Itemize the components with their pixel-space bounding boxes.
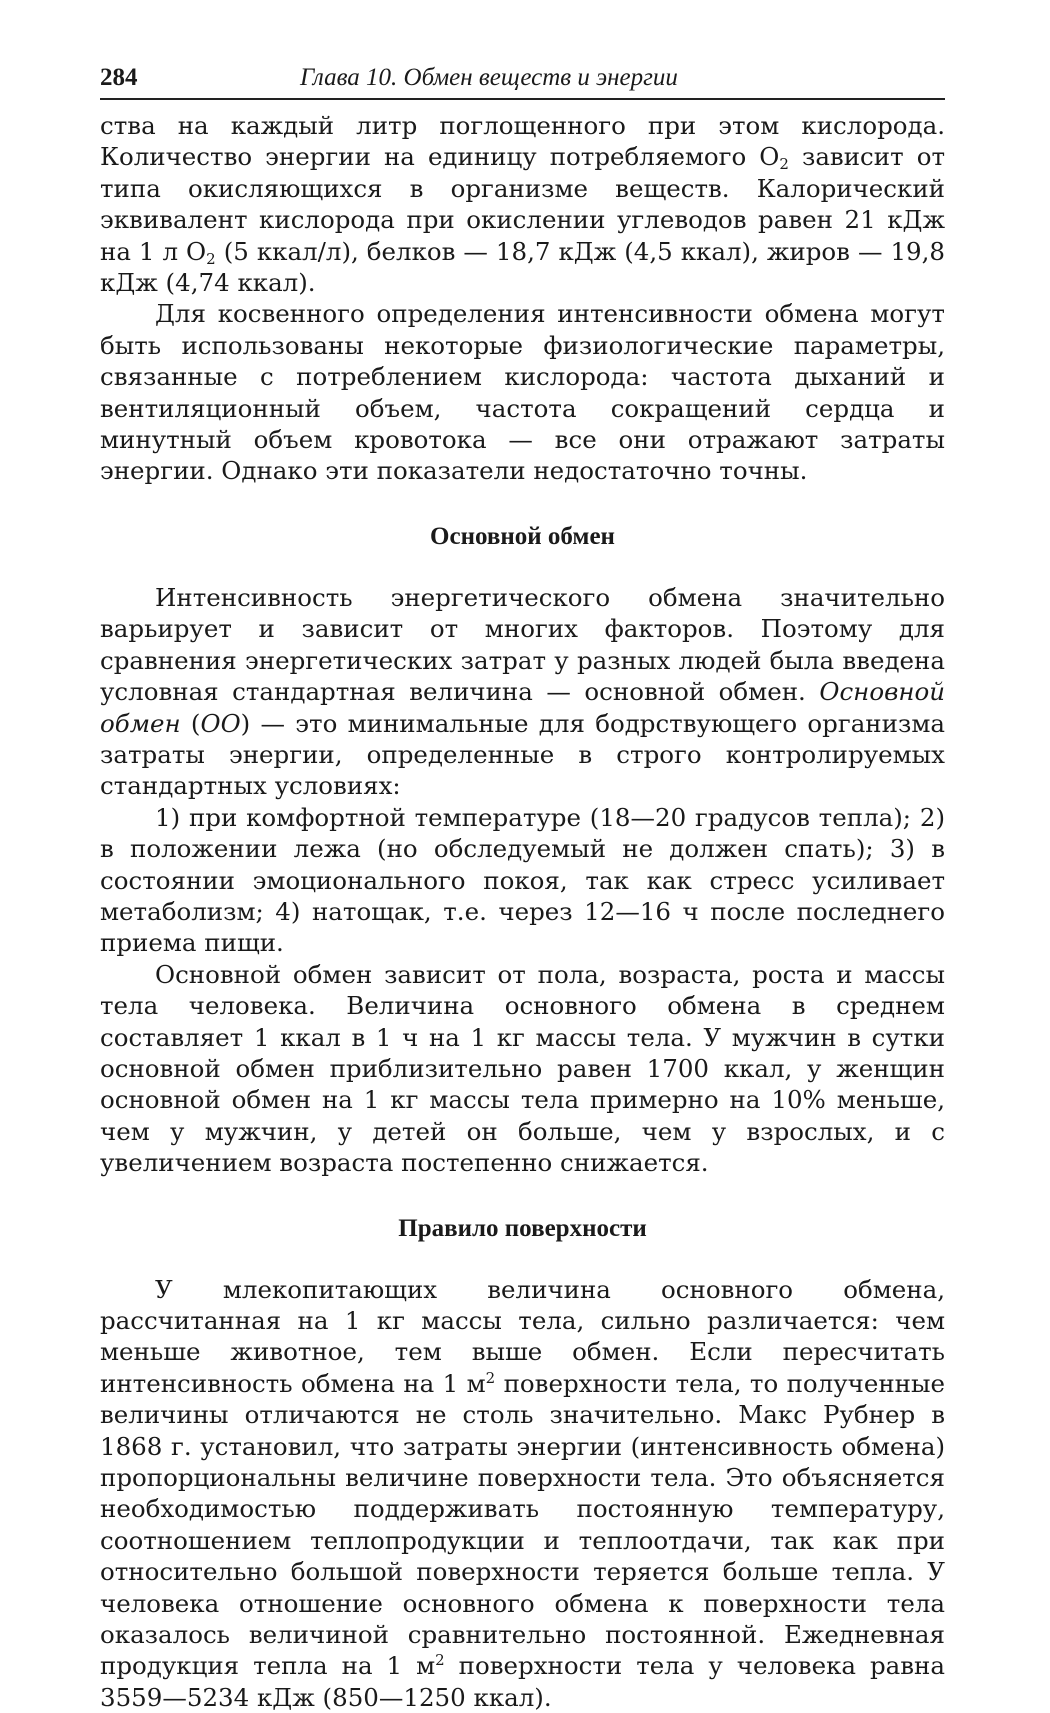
text-run: У млекопитающих величина основного обмена, рассчитанная на 1 кг массы тела, сильно различается: чем меньше животное, тем выше обмен. Если пересчитать интенсивность обмена на 1 м (100, 1274, 945, 1398)
superscript: 2 (485, 1368, 496, 1387)
text-run: ( (180, 708, 201, 738)
chapter-title: Глава 10. Обмен веществ и энергии (300, 64, 678, 91)
subscript: 2 (206, 249, 216, 268)
text-run: ства на каждый литр поглощенного при этом кислорода. Количество энергии на единицу потребляемого O (100, 111, 945, 172)
intro-paragraph-1 (100, 110, 945, 298)
intro-paragraph-2: Для косвенного определения интенсивности обмена могут быть использованы некоторые физиологические параметры, связанные с потреблением кислорода: частота дыханий и вентиляционный объем, частота сокращений сердца и минутный объем кровотока — все они отражают затраты энергии. Однако эти показатели недостаточно точны. (100, 299, 945, 486)
basal-paragraph-1 (100, 582, 945, 802)
basal-paragraph-2: 1) при комфортной температуре (18—20 градусов тепла); 2) в положении лежа (но обследуемый не должен спать); 3) в состоянии эмоционального покоя, так как стресс усиливает метаболизм; 4) натощак, т.е. через 12—16 ч после последнего приема пищи. (100, 802, 945, 958)
subscript: 2 (779, 155, 789, 174)
basal-paragraph-3: Основной обмен зависит от пола, возраста, роста и массы тела человека. Величина основного обмена в среднем составляет 1 ккал в 1 ч на 1 кг массы тела. У мужчин в сутки основной обмен приблизительно равен 1700 ккал, у женщин основной обмен на 1 кг массы тела примерно на 10% меньше, чем у мужчин, у детей он больше, чем у взрослых, и с увеличением возраста постепенно снижается. (100, 959, 945, 1178)
abbreviation-italic: ОО (200, 708, 241, 738)
text-run: Интенсивность энергетического обмена значительно варьирует и зависит от многих факторов. Поэтому для сравнения энергетических затрат у разных людей была введена условная стандартная величина — основной обмен. (100, 582, 945, 707)
text-run: ) — это минимальные для бодрствующего организма затраты энергии, определенные в строго контролируемых стандартных условиях: (100, 708, 945, 801)
section-heading-surface-rule: Правило поверхности (398, 1214, 647, 1242)
surface-paragraph-1 (100, 1274, 945, 1713)
term-italic: Основной обмен (100, 677, 945, 738)
page-number: 284 (100, 64, 138, 91)
superscript: 2 (435, 1651, 445, 1670)
text-run: зависит от типа окисляющихся в организме веществ. Калорический эквивалент кислорода при окислении углеводов равен 21 кДж на 1 л O (100, 142, 946, 266)
section-heading-basal-metabolism: Основной обмен (430, 522, 615, 550)
text-run: (5 ккал/л), белков — 18,7 кДж (4,5 ккал), жиров — 19,8 кДж (4,74 ккал). (100, 236, 945, 298)
running-head (100, 64, 945, 100)
text-run: поверхности тела у человека равна 3559—5234 кДж (850—1250 ккал). (100, 1651, 945, 1712)
book-page (100, 64, 945, 1713)
text-run: поверхности тела, то полученные величины отличаются не столь значительно. Макс Рубнер в 1868 г. установил, что затраты энергии (интенсивность обмена) пропорциональны величине поверхности тела. Это объясняется необходимостью поддерживать постоянную температуру, соотношением теплопродукции и теплоотдачи, так как при относительно большой поверхности теряется больше тепла. У человека отношение основного обмена к поверхности тела оказалось величиной сравнительно постоянной. Ежедневная продукция тепла на 1 м (100, 1368, 945, 1681)
